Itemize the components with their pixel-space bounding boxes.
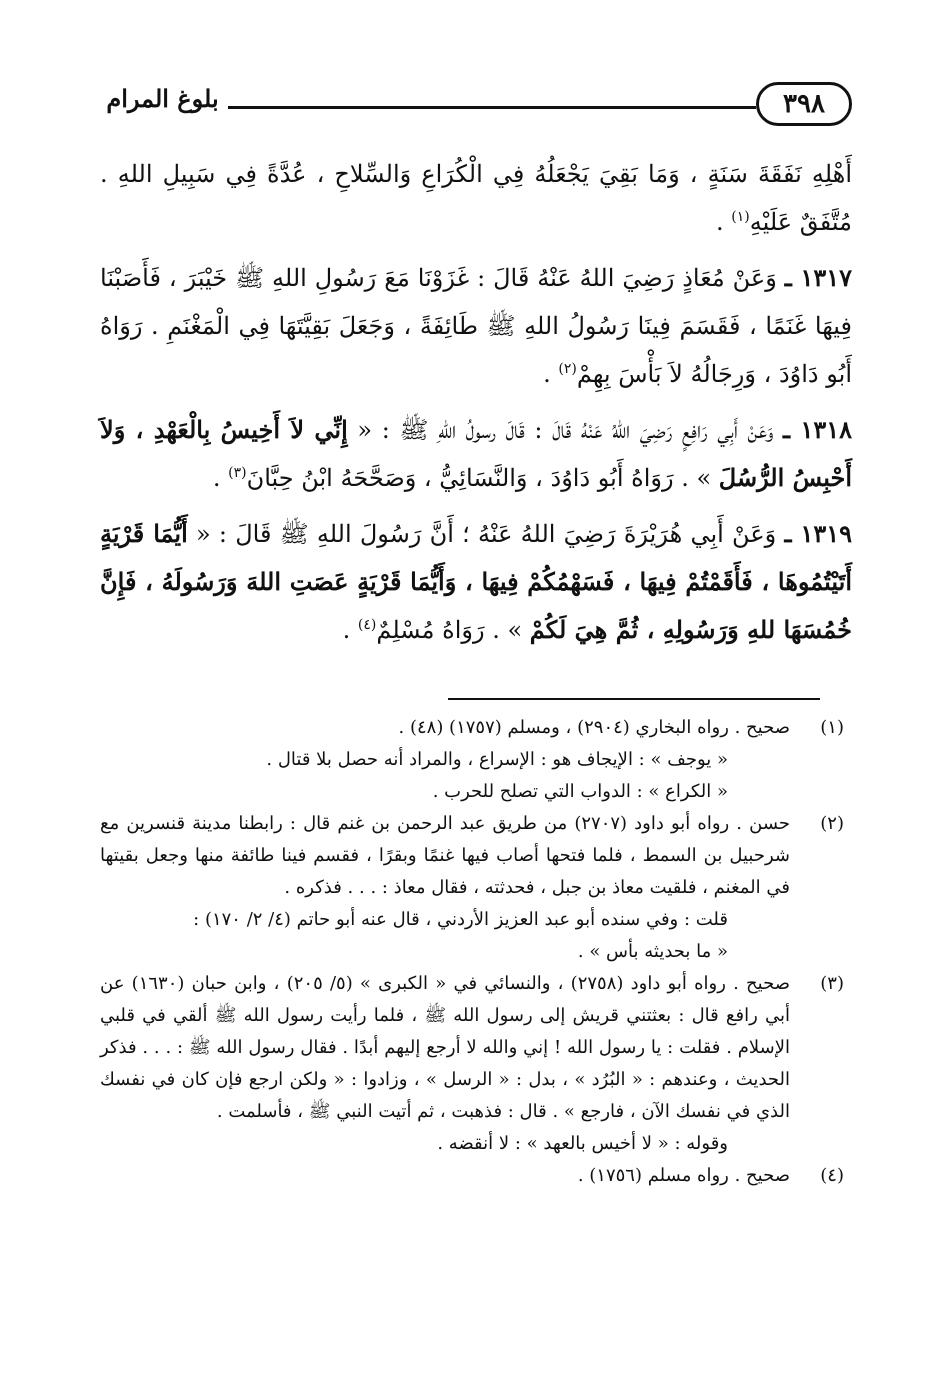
prophetic-saying: أَيُّمَا قَرْيَةٍ أَتَيْتُمُوهَا ، فَأَقَمْتُمْ فِيهَا ، فَسَهْمُكُمْ فِيهَا ، وَأَيُّمَا قَرْيَةٍ عَصَتِ اللهَ وَرَسُولَهُ ، فَإِنَّ خُمُسَهَا للهِ وَرَسُولِهِ ، ثُمَّ هِيَ لَكُمْ (100, 519, 853, 644)
hadith-number: ١٣١٨ ـ (783, 415, 852, 444)
footnote-text: « الكراع » : الدواب التي تصلح للحرب . (432, 781, 728, 802)
hadith-tail: . (716, 208, 732, 236)
footnote-text: صحيح . رواه أبو داود (٢٧٥٨) ، والنسائي في « الكبرى » (٥/ ٢٠٥) ، وابن حبان (١٦٣٠) عن أبي رافع قال : بعثتني قريش إلى رسول الله ﷺ ، فلما رأيت رسول الله ﷺ ألقي في قلبي الإسلام . فقلت : يا رسول الله ! إني والله لا أرجع إليهم أبدًا . فقال رسول الله ﷺ : . . . فذكر الحديث ، وعندهم : « البُرُد » ، بدل : « الرسل » ، وزادوا : « ولكن ارجع فإن كان في نفسك الذي في نفسك الآن ، فارجع » . قال : فذهبت ، ثم أتيت النبي ﷺ ، فأسلمت . (100, 973, 790, 1122)
book-title: بلوغ المرام (106, 84, 219, 113)
footnote-separator (448, 698, 820, 700)
footnote-number: (٣) (820, 973, 844, 994)
hadith-text: وَعَنْ مُعَاذٍ رَضِيَ اللهُ عَنْهُ قَالَ : غَزَوْنَا مَعَ رَسُولِ اللهِ ﷺ خَيْبَرَ ، فَأَصَبْنَا فِيهَا غَنَمًا ، فَقَسَمَ فِينَا رَسُولُ اللهِ ﷺ طَائِفَةً ، وَجَعَلَ بَقِيَّتَهَا فِي الْمَغْنَمِ . رَوَاهُ أَبُو دَاوُدَ ، وَرِجَالُهُ لاَ بَأْسَ بِهِمْ (100, 264, 853, 388)
page-number: ٣٩٨ (756, 82, 852, 126)
footnote-ref: (٤) (357, 617, 377, 633)
footnote-2 (100, 808, 852, 968)
hadith-number: ١٣١٩ ـ (784, 519, 852, 548)
header-rule (228, 106, 756, 109)
hadith-1317 (100, 254, 852, 398)
footnotes (100, 712, 852, 1192)
hadith-text: وَعَنْ أَبِي هُرَيْرَةَ رَضِيَ اللهُ عَنْهُ ؛ أَنَّ رَسُولَ اللهِ ﷺ قَالَ : « (187, 520, 785, 548)
main-text (100, 150, 852, 662)
footnote-text: « ما بحديثه بأس » . (577, 941, 728, 962)
prophetic-saying: إِنِّي لاَ أَخِيسُ بِالْعَهْدِ ، وَلاَ أَحْبِسُ الرُّسُلَ (100, 415, 852, 492)
hadith-tail: . (543, 360, 559, 388)
hadith-tail: . (212, 464, 229, 492)
footnote-ref: (٣) (228, 465, 247, 481)
hadith-text: » . رَوَاهُ مُسْلِمٌ (376, 616, 530, 644)
hadith-continuation (100, 150, 852, 246)
footnote-text: صحيح . رواه مسلم (١٧٥٦) . (577, 1165, 790, 1186)
footnote-text: قلت : وفي سنده أبو عبد العزيز الأردني ، قال عنه أبو حاتم (٤/ ٢/ ١٧٠) : (193, 909, 728, 930)
footnote-text: وقوله : « لا أخيس بالعهد » : لا أنقضه . (437, 1133, 728, 1154)
footnote-text: صحيح . رواه البخاري (٢٩٠٤) ، ومسلم (١٧٥٧) (٤٨) . (398, 717, 790, 738)
footnote-number: (٢) (820, 813, 844, 834)
footnote-3 (100, 968, 852, 1160)
hadith-1319 (100, 510, 852, 654)
hadith-text: أَهْلِهِ نَفَقَةَ سَنَةٍ ، وَمَا بَقِيَ يَجْعَلُهُ فِي الْكُرَاعِ وَالسِّلاحِ ، عُدَّةً فِي سَبِيلِ اللهِ . مُتَّفَقٌ عَلَيْهِ (100, 160, 852, 236)
hadith-1318 (100, 406, 852, 502)
footnote-1 (100, 712, 852, 808)
footnote-number: (٤) (820, 1165, 844, 1186)
hadith-tail: . (342, 616, 358, 644)
footnote-text: « يوجف » : الإيجاف هو : الإسراع ، والمراد أنه حصل بلا قتال . (266, 749, 728, 770)
hadith-text: » . رَوَاهُ أَبُو دَاوُدَ ، وَالنَّسَائِيُّ ، وَصَحَّحَهُ ابْنُ حِبَّانَ (246, 464, 719, 492)
hadith-number: ١٣١٧ ـ (784, 263, 852, 292)
footnote-ref: (١) (731, 209, 750, 225)
hadith-text: وَعَنْ أَبِي رَافِعٍ رَضِيَ اللهُ عَنْهُ قَالَ : قَالَ رسولُ اللهِ ﷺ : « (347, 416, 784, 444)
footnote-number: (١) (820, 717, 844, 738)
footnote-text: حسن . رواه أبو داود (٢٧٠٧) من طريق عبد الرحمن بن غنم قال : رابطنا مدينة قنسرين مع شرحبيل بن السمط ، فلما فتحها أصاب فيها غنمًا وبقرًا ، فقسم فينا طائفة منها وجعل بقيتها في المغنم ، فلقيت معاذ بن جبل ، فحدثته ، فقال معاذ : . . . فذكره . (100, 813, 791, 898)
footnote-ref: (٢) (558, 361, 577, 377)
page-header (100, 82, 852, 132)
footnote-4 (100, 1160, 852, 1192)
